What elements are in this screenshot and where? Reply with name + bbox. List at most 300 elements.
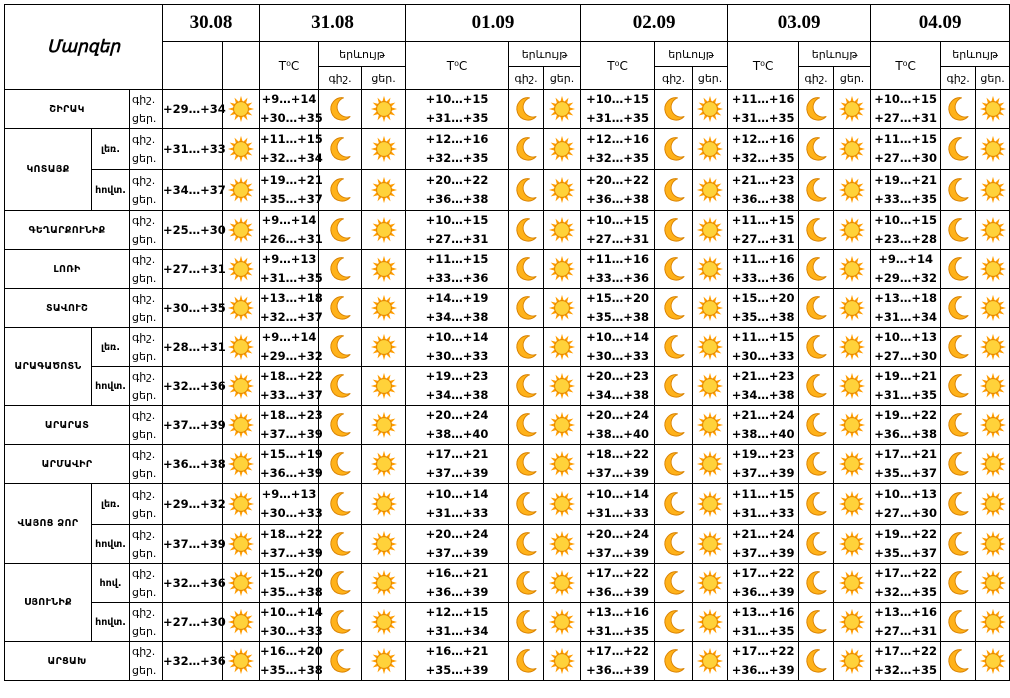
subregion-label: հով. [92, 564, 130, 603]
night-label: գիշ. [132, 93, 156, 106]
sun-icon [834, 445, 871, 484]
day-label: ցեր. [132, 586, 157, 599]
sun-icon [362, 328, 406, 367]
temperature-range [260, 170, 323, 211]
region-name: ԱՐՄԱՎԻՐ [5, 445, 130, 484]
sun-icon [223, 484, 260, 525]
night-temperature: +16…+21 [425, 644, 489, 658]
sun-icon [362, 129, 406, 170]
day-temperature: +36…+38 [425, 192, 489, 206]
sun-icon [976, 445, 1010, 484]
period-labels [130, 484, 163, 525]
sun-icon [223, 129, 260, 170]
temperature-range [728, 328, 799, 367]
period-labels [130, 250, 163, 289]
moon-icon [799, 445, 834, 484]
day-temperature: +38…+40 [731, 427, 795, 441]
sun-icon [693, 484, 728, 525]
moon-icon [799, 289, 834, 328]
temp-header: T⁰C [581, 42, 655, 90]
moon-icon [655, 328, 693, 367]
date-header: 03.09 [728, 5, 871, 42]
day-temperature: +38…+40 [586, 427, 649, 441]
night-temperature: +21…+23 [731, 369, 795, 383]
moon-icon [655, 564, 693, 603]
sun-icon [693, 328, 728, 367]
moon-icon [509, 129, 544, 170]
day-label: ցեր. [132, 389, 157, 402]
period-labels [130, 129, 163, 170]
day-temperature: +34…+37 [163, 170, 223, 211]
night-header: գիշ. [319, 67, 362, 90]
day-temperature: +30…+33 [731, 349, 795, 363]
sun-icon [544, 170, 581, 211]
day-temperature: +27…+31 [425, 232, 489, 246]
sun-icon [362, 289, 406, 328]
sun-icon [976, 564, 1010, 603]
night-temperature: +16…+21 [425, 566, 489, 580]
sun-icon [834, 289, 871, 328]
day-temperature: +31…+35 [874, 388, 937, 402]
temperature-range [871, 170, 941, 211]
temp-header: T⁰C [728, 42, 799, 90]
temperature-range [581, 525, 655, 564]
region-name: ՏԱՎՈՒՇ [5, 289, 130, 328]
day-temperature: +37…+39 [425, 546, 489, 560]
day-temperature: +27…+30 [163, 603, 223, 642]
temperature-range [728, 250, 799, 289]
moon-icon [655, 289, 693, 328]
night-temperature: +20…+24 [425, 408, 489, 422]
sun-icon [834, 170, 871, 211]
temperature-range [871, 642, 941, 681]
sun-icon [223, 406, 260, 445]
temperature-range [581, 211, 655, 250]
night-label: գիշ. [132, 370, 156, 383]
day-temperature: +27…+31 [874, 111, 937, 125]
night-temperature: +18…+22 [260, 369, 323, 383]
night-temperature: +20…+24 [425, 527, 489, 541]
sun-icon [223, 90, 260, 129]
night-temperature: +12…+16 [586, 132, 649, 146]
sun-icon [976, 367, 1010, 406]
temperature-range [260, 564, 323, 603]
moon-icon [655, 445, 693, 484]
moon-icon [941, 129, 976, 170]
night-temperature: +19…+21 [260, 173, 323, 187]
table-row [5, 642, 1010, 681]
sun-icon [834, 250, 871, 289]
sun-icon [693, 525, 728, 564]
day-temperature: +32…+35 [425, 151, 489, 165]
day-label: ցեր. [132, 507, 157, 520]
sun-icon [976, 170, 1010, 211]
night-temperature: +10…+15 [874, 213, 937, 227]
night-header: գիշ. [941, 67, 976, 90]
night-label: գիշ. [132, 292, 156, 305]
night-temperature: +10…+14 [586, 330, 649, 344]
temperature-range [581, 328, 655, 367]
moon-icon [799, 406, 834, 445]
temperature-range [728, 289, 799, 328]
forecast-wrapper [4, 4, 1010, 681]
night-temperature: +17…+22 [731, 644, 795, 658]
temperature-range [728, 564, 799, 603]
region-name: ՇԻՐԱԿ [5, 90, 130, 129]
day-temperature: +33…+35 [874, 192, 937, 206]
night-temperature: +10…+14 [425, 487, 489, 501]
temperature-range [260, 642, 323, 681]
sun-icon [544, 211, 581, 250]
day-temperature: +37…+39 [163, 525, 223, 564]
region-name: ԱՐԱԳԱԾՈՏՆ [5, 328, 92, 406]
night-temperature: +10…+14 [425, 330, 489, 344]
moon-icon [319, 642, 362, 681]
day-temperature: +37…+39 [260, 546, 323, 560]
night-temperature: +11…+15 [425, 252, 489, 266]
moon-icon [655, 367, 693, 406]
period-labels [130, 367, 163, 406]
moon-icon [319, 289, 362, 328]
temperature-range [871, 445, 941, 484]
temperature-range [406, 603, 509, 642]
sun-icon [362, 90, 406, 129]
temperature-range [406, 484, 509, 525]
night-label: գիշ. [132, 567, 156, 580]
temperature-range [406, 328, 509, 367]
moon-icon [319, 129, 362, 170]
night-temperature: +9…+14 [261, 330, 317, 344]
table-row [5, 367, 1010, 406]
night-temperature: +9…+14 [878, 252, 933, 266]
night-temperature: +13…+16 [874, 605, 937, 619]
moon-icon [319, 250, 362, 289]
period-labels [130, 564, 163, 603]
moon-icon [319, 367, 362, 406]
temperature-range [871, 525, 941, 564]
moon-icon [799, 211, 834, 250]
day-temperature: +27…+31 [163, 250, 223, 289]
temperature-range [871, 406, 941, 445]
day-temperature: +32…+36 [163, 642, 223, 681]
temperature-range [581, 564, 655, 603]
moon-icon [941, 564, 976, 603]
table-body [5, 5, 1010, 681]
sun-icon [223, 564, 260, 603]
sun-icon [544, 525, 581, 564]
date-header: 01.09 [406, 5, 581, 42]
day-temperature: +36…+39 [260, 466, 323, 480]
moon-icon [799, 642, 834, 681]
temperature-range [728, 445, 799, 484]
period-labels [130, 170, 163, 211]
temperature-range [260, 484, 323, 525]
subregion-label: լեռ. [92, 328, 130, 367]
night-temperature: +15…+19 [260, 447, 323, 461]
day-label: ցեր. [132, 428, 157, 441]
day-temperature: +29…+32 [163, 484, 223, 525]
subregion-label: հովտ. [92, 603, 130, 642]
day-temperature: +36…+39 [586, 663, 649, 677]
day-label: ցեր. [132, 193, 157, 206]
day-label: ցեր. [132, 467, 157, 480]
table-row [5, 90, 1010, 129]
temp-header: T⁰C [260, 42, 319, 90]
day-temperature: +31…+34 [874, 310, 937, 324]
moon-icon [509, 328, 544, 367]
sun-icon [362, 603, 406, 642]
table-row [5, 445, 1010, 484]
day-label: ցեր. [132, 547, 157, 560]
temperature-range [260, 445, 323, 484]
night-temperature: +11…+15 [874, 132, 937, 146]
temperature-range [260, 90, 323, 129]
day-temperature: +32…+35 [586, 151, 649, 165]
temperature-range [406, 250, 509, 289]
night-temperature: +19…+21 [874, 369, 937, 383]
subregion-label: հովտ. [92, 525, 130, 564]
day-temperature: +37…+39 [425, 466, 489, 480]
table-row [5, 250, 1010, 289]
temperature-range [581, 367, 655, 406]
temperature-range [728, 525, 799, 564]
day-temperature: +31…+33 [425, 506, 489, 520]
night-temperature: +10…+13 [874, 487, 937, 501]
period-labels [130, 525, 163, 564]
temperature-range [260, 289, 323, 328]
temperature-range [728, 211, 799, 250]
table-row [5, 603, 1010, 642]
night-temperature: +18…+22 [260, 527, 323, 541]
day-temperature: +36…+39 [425, 585, 489, 599]
temperature-range [581, 250, 655, 289]
temperature-range [871, 603, 941, 642]
sun-icon [362, 250, 406, 289]
night-temperature: +20…+24 [586, 527, 649, 541]
period-labels [130, 642, 163, 681]
date-header: 02.09 [581, 5, 728, 42]
temperature-range [581, 484, 655, 525]
moon-icon [319, 211, 362, 250]
night-temperature: +10…+14 [260, 605, 323, 619]
moon-icon [941, 90, 976, 129]
moon-icon [799, 328, 834, 367]
day-temperature: +34…+38 [425, 310, 489, 324]
temp-header: T⁰C [406, 42, 509, 90]
sun-icon [834, 525, 871, 564]
region-name: ԱՐԱՐԱՏ [5, 406, 130, 445]
header-empty-cell [163, 67, 223, 90]
night-temperature: +16…+20 [260, 644, 323, 658]
day-temperature: +35…+37 [260, 192, 323, 206]
night-temperature: +11…+15 [731, 213, 795, 227]
temperature-range [871, 289, 941, 328]
night-temperature: +13…+16 [586, 605, 649, 619]
temperature-range [406, 211, 509, 250]
day-temperature: +31…+34 [425, 624, 489, 638]
day-temperature: +25…+30 [163, 211, 223, 250]
table-row [5, 564, 1010, 603]
day-temperature: +35…+39 [425, 663, 489, 677]
day-temperature: +36…+38 [586, 192, 649, 206]
temp-header: T⁰C [871, 42, 941, 90]
night-temperature: +11…+15 [731, 330, 795, 344]
moon-icon [509, 170, 544, 211]
temperature-range [728, 406, 799, 445]
night-temperature: +19…+23 [731, 447, 795, 461]
moon-icon [799, 564, 834, 603]
day-temperature: +31…+35 [731, 111, 795, 125]
moon-icon [319, 603, 362, 642]
moon-icon [319, 564, 362, 603]
day-temperature: +36…+39 [586, 585, 649, 599]
day-temperature: +36…+38 [731, 192, 795, 206]
moon-icon [941, 250, 976, 289]
night-temperature: +9…+13 [261, 252, 317, 266]
temperature-range [871, 129, 941, 170]
temperature-range [728, 90, 799, 129]
sun-icon [223, 250, 260, 289]
day-temperature: +35…+37 [874, 466, 937, 480]
region-name: ՍՅՈՒՆԻՔ [5, 564, 92, 642]
day-temperature: +35…+38 [731, 310, 795, 324]
sun-icon [834, 90, 871, 129]
night-temperature: +17…+22 [874, 566, 937, 580]
day-header: ցեր. [693, 67, 728, 90]
moon-icon [319, 406, 362, 445]
day-temperature: +34…+38 [586, 388, 649, 402]
temperature-range [406, 90, 509, 129]
day-temperature: +28…+31 [163, 328, 223, 367]
day-temperature: +32…+36 [163, 564, 223, 603]
moon-icon [799, 170, 834, 211]
night-temperature: +13…+18 [874, 291, 937, 305]
date-header: 31.08 [260, 5, 406, 42]
night-header: գիշ. [509, 67, 544, 90]
table-row [5, 525, 1010, 564]
night-temperature: +19…+23 [425, 369, 489, 383]
subregion-label: լեռ. [92, 484, 130, 525]
sun-icon [362, 564, 406, 603]
day-temperature: +32…+37 [260, 310, 323, 324]
night-temperature: +13…+16 [731, 605, 795, 619]
table-row [5, 289, 1010, 328]
sun-icon [693, 289, 728, 328]
phenomenon-header: երևույթ [509, 42, 581, 67]
temperature-range [581, 642, 655, 681]
moon-icon [655, 170, 693, 211]
day-temperature: +33…+36 [731, 271, 795, 285]
temperature-range [406, 289, 509, 328]
moon-icon [941, 642, 976, 681]
sun-icon [834, 406, 871, 445]
date-header: 04.09 [871, 5, 1010, 42]
sun-icon [976, 406, 1010, 445]
night-temperature: +17…+22 [586, 644, 649, 658]
night-temperature: +12…+16 [731, 132, 795, 146]
day-temperature: +31…+35 [425, 111, 489, 125]
sun-icon [544, 367, 581, 406]
day-label: ցեր. [132, 233, 157, 246]
sun-icon [976, 90, 1010, 129]
night-temperature: +11…+16 [586, 252, 649, 266]
day-temperature: +33…+36 [586, 271, 649, 285]
sun-icon [223, 328, 260, 367]
day-label: ցեր. [132, 152, 157, 165]
moon-icon [799, 90, 834, 129]
sun-icon [362, 367, 406, 406]
moon-icon [509, 90, 544, 129]
day-temperature: +36…+38 [874, 427, 937, 441]
night-temperature: +19…+22 [874, 527, 937, 541]
moon-icon [799, 525, 834, 564]
sun-icon [362, 642, 406, 681]
temperature-range [260, 250, 323, 289]
sun-icon [834, 484, 871, 525]
day-temperature: +32…+34 [260, 151, 323, 165]
temperature-range [728, 484, 799, 525]
phenomenon-header: երևույթ [799, 42, 871, 67]
moon-icon [509, 289, 544, 328]
moon-icon [941, 525, 976, 564]
night-label: գիշ. [132, 331, 156, 344]
sun-icon [223, 642, 260, 681]
day-temperature: +34…+38 [425, 388, 489, 402]
night-temperature: +15…+20 [260, 566, 323, 580]
night-label: գիշ. [132, 133, 156, 146]
sun-icon [693, 211, 728, 250]
moon-icon [799, 129, 834, 170]
moon-icon [655, 484, 693, 525]
day-temperature: +29…+32 [260, 349, 323, 363]
night-temperature: +19…+22 [874, 408, 937, 422]
sun-icon [976, 525, 1010, 564]
period-labels [130, 90, 163, 129]
night-label: գիշ. [132, 488, 156, 501]
period-labels [130, 211, 163, 250]
sun-icon [223, 603, 260, 642]
moon-icon [509, 564, 544, 603]
night-header: գիշ. [655, 67, 693, 90]
moon-icon [319, 170, 362, 211]
night-label: գիշ. [132, 253, 156, 266]
moon-icon [655, 129, 693, 170]
moon-icon [941, 367, 976, 406]
moon-icon [655, 603, 693, 642]
day-temperature: +27…+30 [874, 349, 937, 363]
sun-icon [544, 90, 581, 129]
day-temperature: +30…+33 [425, 349, 489, 363]
day-temperature: +30…+33 [260, 506, 323, 520]
night-temperature: +21…+24 [731, 408, 795, 422]
moon-icon [509, 406, 544, 445]
subregion-label: հովտ. [92, 170, 130, 211]
day-temperature: +35…+38 [586, 310, 649, 324]
temperature-range [260, 406, 323, 445]
day-temperature: +33…+37 [260, 388, 323, 402]
night-temperature: +9…+14 [261, 92, 317, 106]
night-temperature: +19…+21 [874, 173, 937, 187]
temperature-range [581, 603, 655, 642]
period-labels [130, 603, 163, 642]
sun-icon [223, 525, 260, 564]
moon-icon [655, 406, 693, 445]
temperature-range [581, 445, 655, 484]
day-temperature: +37…+39 [586, 466, 649, 480]
table-row [5, 129, 1010, 170]
night-temperature: +10…+15 [425, 213, 489, 227]
sun-icon [544, 564, 581, 603]
